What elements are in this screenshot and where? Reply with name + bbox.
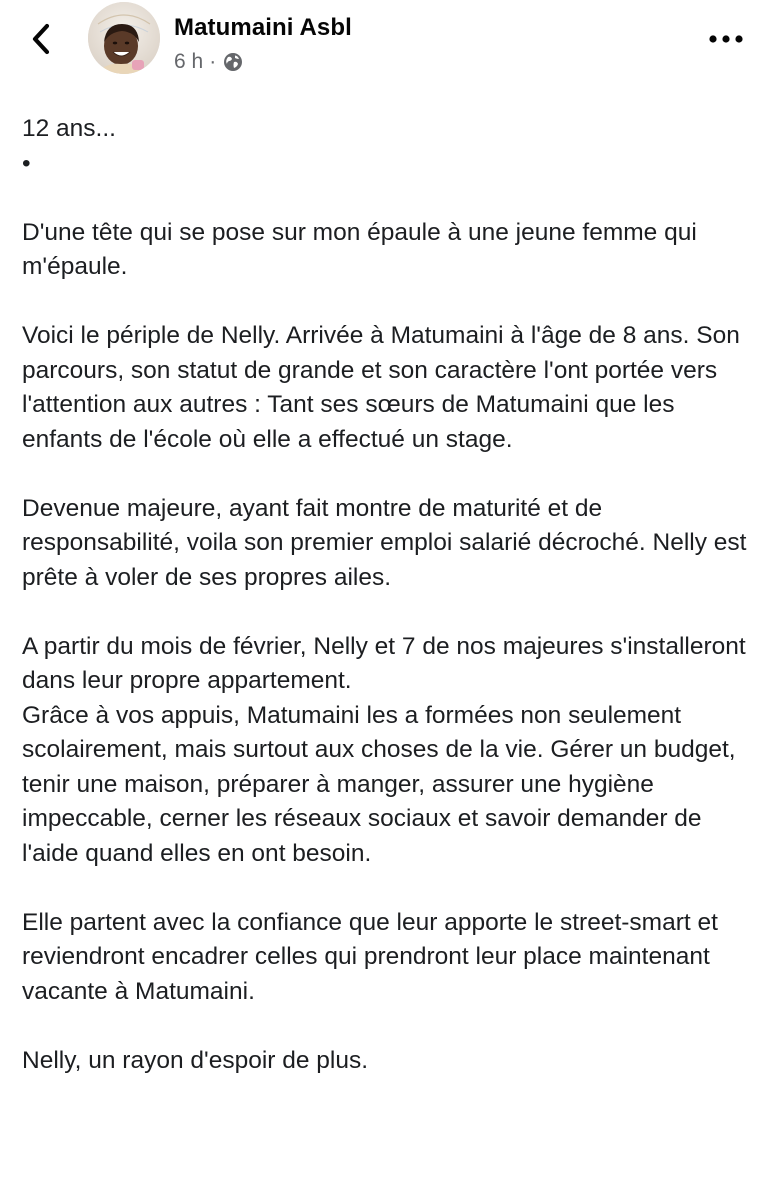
- post-time[interactable]: 6 h: [174, 50, 204, 73]
- more-horizontal-icon: [708, 34, 744, 44]
- meta-separator: ·: [209, 50, 217, 73]
- globe-icon: [222, 51, 244, 73]
- avatar[interactable]: [88, 2, 160, 74]
- more-options-button[interactable]: [706, 26, 746, 52]
- post-header: [0, 0, 768, 90]
- post-meta: [174, 50, 244, 74]
- chevron-left-icon: [30, 22, 52, 56]
- avatar-image: [88, 2, 160, 74]
- author-name[interactable]: Matumaini Asbl: [174, 14, 352, 41]
- post-body-text: 12 ans... • D'une tête qui se pose sur mon épaule à une jeune femme qui m'épaule. Voici le périple de Nelly. Arrivée à Matumaini à l'âge de 8 ans. Son parcours, son statut de grande et son caractère l'ont portée vers l'attention aux autres : Tant ses sœurs de Matumaini que les enfants de l'école où elle a effectué un stage. Devenue majeure, ayant fait montre de maturité et de responsabilité, voila son premier emploi salarié décroché. Nelly est prête à voler de ses propres ailes. A partir du mois de février, Nelly et 7 de nos majeures s'installeront dans leur propre appartement. Grâce à vos appuis, Matumaini les a formées non seulement scolairement, mais surtout aux choses de la vie. Gérer un budget, tenir une maison, préparer à manger, assurer une hygiène impeccable, cerner les réseaux sociaux et savoir demander de l'aide quand elles en ont besoin. Elle partent avec la confiance que leur apporte le street-smart et reviendront encadrer celles qui prendront leur place maintenant vacante à Matumaini. Nelly, un rayon d'espoir de plus.: [22, 115, 747, 1074]
- back-button[interactable]: [24, 22, 58, 56]
